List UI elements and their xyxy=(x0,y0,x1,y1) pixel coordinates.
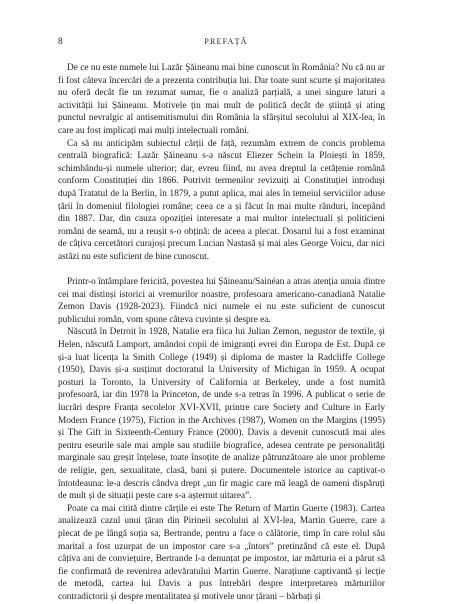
page-number: 8 xyxy=(58,37,63,47)
paragraph: Printr-o întâmplare fericită, povestea lui Șăineanu/Sainéan a atras atenția unuia dintre cei mai distinși istorici ai vremurilor noastre, profesoara americano-canadiană Natalie Zemon Davis (1928-2023). Fiindcă nici numele ei nu este suficient de cunoscut publicului român, vom spune câteva cuvinte și despre ea. xyxy=(58,277,385,325)
paragraph: Ca să nu anticipăm subiectul cărții de față, rezumăm extrem de concis problema centrală biografică: Lazăr Șăineanu s-a născut Eliezer Schein la Ploiești în 1859, schimbându-și numele ulterior; dar, evreu fiind, nu avea dreptul la cetățenie română conform Constituției din 1866. Potrivit termenilor revizuiți ai Constituției introduși după Tratatul de la Berlin, în 1879, a putut aplica, mai ales în temeiul serviciilor aduse țării în domeniul filologiei române; ceea ce a și făcut în mai multe rânduri, începând din 1887. Dar, din cauza opoziției interesate a mai multor intelectuali și politicieni români de seamă, nu a reușit s-o obțină: de aceea a plecat. Dosarul lui a fost examinat de câțiva cercetători curajoși precum Lucian Nastasă și mai ales George Voicu, dar nici astăzi nu este suficient de bine cunoscut. xyxy=(58,138,385,262)
paragraph: Născută în Detroit în 1928, Natalie era fiica lui Julian Zemon, negustor de textile, și Helen, născută Lamport, amândoi copii de imigranți evrei din Europa de Est. După ce și-a luat licența la Smith College (1949) și diploma de master la Radcliffe College (1950), Davis și-a susținut doctoratul la University of Michigan în 1959. A ocupat posturi la Toronto, la University of California at Berkeley, unde a fost numită profesoară, iar din 1978 la Princeton, de unde s-a retras în 1996. A publicat o serie de lucrări despre Franța secolelor XVI-XVII, printre care Society and Culture in Early Modern France (1975), Fiction in the Archives (1987), Women on the Margins (1995) și The Gift in Sixteenth-Century France (2000). Davis a devenit cunoscută mai ales pentru eseurile sale mai ample sau studiile biografice, adesea centrate pe personalități marginale sau greșit înțelese, toate însoțite de analize pătrunzătoare ale unor probleme de religie, gen, sexualitate, clasă, bani și putere. Documentele istorice au captivat-o întotdeauna: le-a descris cândva drept „un fir magic care mă leagă de oameni dispăruți de mult și de situații peste care s-a așternut uitarea”. xyxy=(58,327,385,502)
page-header xyxy=(0,37,452,51)
running-head: PREFAȚĂ xyxy=(204,37,248,46)
paragraph: De ce nu este numele lui Lazăr Şăineanu mai bine cunoscut în România? Nu că nu ar fi fost câteva încercări de a prezenta contribuția lui. Dar toate sunt scurte și majoritatea nu oferă decât fie un rezumat sumar, fie o analiză parțială, a unei singure laturi a activității lui Șăineanu. Motivele țin mai mult de politică decât de știință și ating punctul nevralgic al antisemitismului din România la sfârșitul secolului al XIX-lea, în care au fost implicați mai mulți intelectuali români. xyxy=(58,63,385,136)
body-text xyxy=(58,62,385,604)
paragraph: Poate ca mai citită dintre cărțile ei este The Return of Martin Guerre (1983). Cartea analizează cazul unui țăran din Pirineii secolului al XVI-lea, Martin Guerre, care a plecat de pe lângă soția sa, Bertrande, pentru a face o călătorie, timp în care rolul său marital a fost uzurpat de un impostor care s-a „întors” pretinzând că este el. După câțiva ani de conviețuire, Bertrande l-a denunțat pe impostor, iar mărturia ei a părut să fie confirmată de revenirea adevăratului Martin Guerre. Narațiune captivantă și lecție de metodă, cartea lui Davis a pus întrebări despre interpretarea mărturiilor contradictorii și despre mentalitatea și motivele unor țărani – bărbați și xyxy=(58,503,385,602)
